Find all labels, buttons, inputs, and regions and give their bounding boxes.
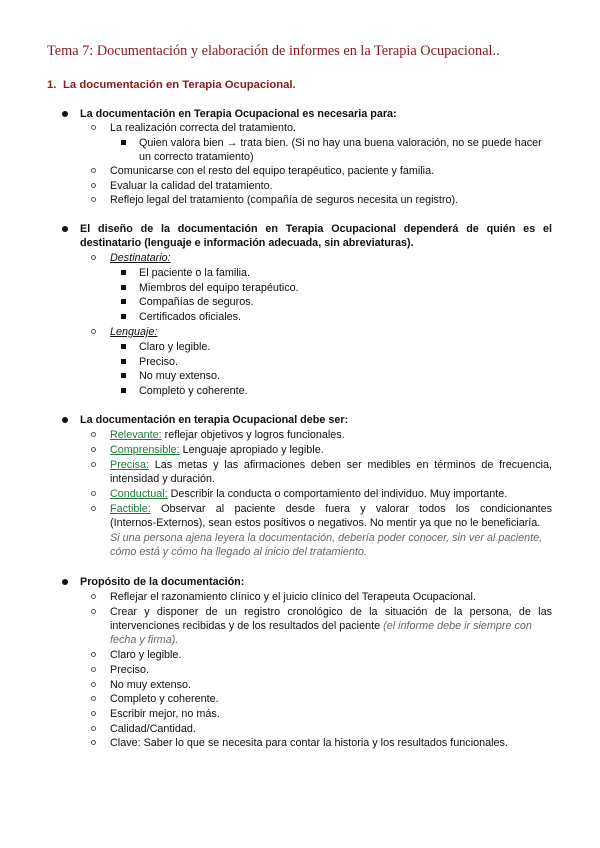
item-note: (el informe debe ir siempre con [383, 620, 532, 632]
list-item [110, 487, 507, 501]
list-item: La realización correcta del tratamiento. [110, 122, 297, 134]
item-note-continuation: fecha y firma). [110, 634, 179, 646]
precisa-term: Precisa: [110, 459, 150, 471]
bullet-icon [62, 111, 68, 117]
list-item: Comunicarse con el resto del equipo terapéutico, paciente y familia. [110, 165, 435, 177]
list-item: Reflejar el razonamiento clínico y el juicio clínico del Terapeuta Ocupacional. [110, 591, 476, 603]
circle-bullet-icon [91, 125, 96, 130]
square-bullet-icon [121, 285, 126, 290]
section-heading [47, 79, 296, 91]
list-item [110, 502, 552, 516]
bullet-heading: Propósito de la documentación: [80, 576, 245, 588]
list-item: Claro y legible. [139, 341, 211, 353]
precisa-text: Las metas y las afirmaciones deben ser medibles en términos de frecuencia, [149, 459, 552, 471]
circle-bullet-icon [91, 726, 96, 731]
list-item: El paciente o la familia. [139, 267, 251, 279]
circle-bullet-icon [91, 740, 96, 745]
item-text: intervenciones recibidas y de los resultados del paciente [110, 620, 384, 632]
square-bullet-icon [121, 314, 126, 319]
circle-bullet-icon [91, 491, 96, 496]
list-item-continuation [110, 619, 532, 633]
circle-bullet-icon [91, 594, 96, 599]
relevante-text: reflejar objetivos y logros funcionales. [161, 429, 345, 441]
bullet-heading: El diseño de la documentación en Terapia Ocupacional dependerá de quién es el [80, 223, 552, 235]
relevante-term: Relevante: [110, 429, 162, 441]
circle-bullet-icon [91, 197, 96, 202]
square-bullet-icon [121, 359, 126, 364]
list-item: Evaluar la calidad del tratamiento. [110, 180, 273, 192]
list-item: Crear y disponer de un registro cronológico de la situación de la persona, de las [110, 606, 552, 618]
list-item-continuation: un correcto tratamiento) [139, 151, 254, 163]
comprensible-text: Lenguaje apropiado y legible. [179, 444, 324, 456]
square-bullet-icon [121, 344, 126, 349]
square-bullet-icon [121, 140, 126, 145]
list-item: Miembros del equipo terapéutico. [139, 282, 299, 294]
bullet-icon [62, 417, 68, 423]
circle-bullet-icon [91, 329, 96, 334]
list-item: Preciso. [110, 664, 150, 676]
circle-bullet-icon [91, 711, 96, 716]
square-bullet-icon [121, 270, 126, 275]
conductual-term: Conductual: [110, 488, 168, 500]
list-item: No muy extenso. [110, 679, 192, 691]
list-item: Compañías de seguros. [139, 296, 254, 308]
list-item: Certificados oficiales. [139, 311, 242, 323]
square-bullet-icon [121, 388, 126, 393]
list-item: Clave: Saber lo que se necesita para contar la historia y los resultados funcionales. [110, 737, 508, 749]
list-item-continuation: intensidad y duración. [110, 473, 216, 485]
list-item: Calidad/Cantidad. [110, 723, 196, 735]
circle-bullet-icon [91, 255, 96, 260]
circle-bullet-icon [91, 447, 96, 452]
note-text: cómo está y cómo ha llegado al inicio del tratamiento. [110, 546, 367, 558]
list-item [110, 428, 345, 442]
square-bullet-icon [121, 373, 126, 378]
list-item: Completo y coherente. [139, 385, 248, 397]
list-item-continuation: (Internos-Externos), sean estos positivos o negativos. No mentir ya que no le beneficiaría. [110, 517, 541, 529]
section-number: 1. [47, 79, 57, 91]
lenguaje-label: Lenguaje: [110, 326, 158, 338]
list-item: Preciso. [139, 356, 179, 368]
factible-text: Observar al paciente desde fuera y valorar todos los condicionantes [150, 503, 552, 515]
factible-term: Factible: [110, 503, 151, 515]
circle-bullet-icon [91, 506, 96, 511]
list-item: No muy extenso. [139, 370, 221, 382]
document-title: Tema 7: Documentación y elaboración de informes en la Terapia Ocupacional.. [47, 43, 500, 59]
bullet-heading: La documentación en Terapia Ocupacional es necesaria para: [80, 108, 397, 120]
list-item: Escribir mejor, no más. [110, 708, 220, 720]
conductual-text: Describir la conducta o comportamiento del individuo. Muy importante. [167, 488, 508, 500]
circle-bullet-icon [91, 652, 96, 657]
circle-bullet-icon [91, 609, 96, 614]
square-bullet-icon [121, 299, 126, 304]
list-item [110, 458, 552, 472]
section-label: La documentación en Terapia Ocupacional. [63, 79, 296, 91]
list-item: Reflejo legal del tratamiento (compañía de seguros necesita un registro). [110, 194, 459, 206]
note-text: Si una persona ajena leyera la documentación, debería poder conocer, sin ver al paciente, [110, 532, 543, 544]
bullet-icon [62, 579, 68, 585]
circle-bullet-icon [91, 682, 96, 687]
list-item: Claro y legible. [110, 649, 182, 661]
circle-bullet-icon [91, 667, 96, 672]
circle-bullet-icon [91, 168, 96, 173]
list-item: Completo y coherente. [110, 693, 219, 705]
bullet-icon [62, 226, 68, 232]
comprensible-term: Comprensible: [110, 444, 180, 456]
bullet-heading-continuation: destinatario (lenguaje e información adecuada, sin abreviaturas). [80, 237, 414, 249]
list-item [110, 443, 324, 457]
circle-bullet-icon [91, 462, 96, 467]
circle-bullet-icon [91, 696, 96, 701]
circle-bullet-icon [91, 432, 96, 437]
bullet-heading: La documentación en terapia Ocupacional debe ser: [80, 414, 349, 426]
list-item: Quien valora bien → trata bien. (Si no hay una buena valoración, no se puede hacer [139, 137, 542, 149]
destinatario-label: Destinatario: [110, 252, 171, 264]
circle-bullet-icon [91, 183, 96, 188]
